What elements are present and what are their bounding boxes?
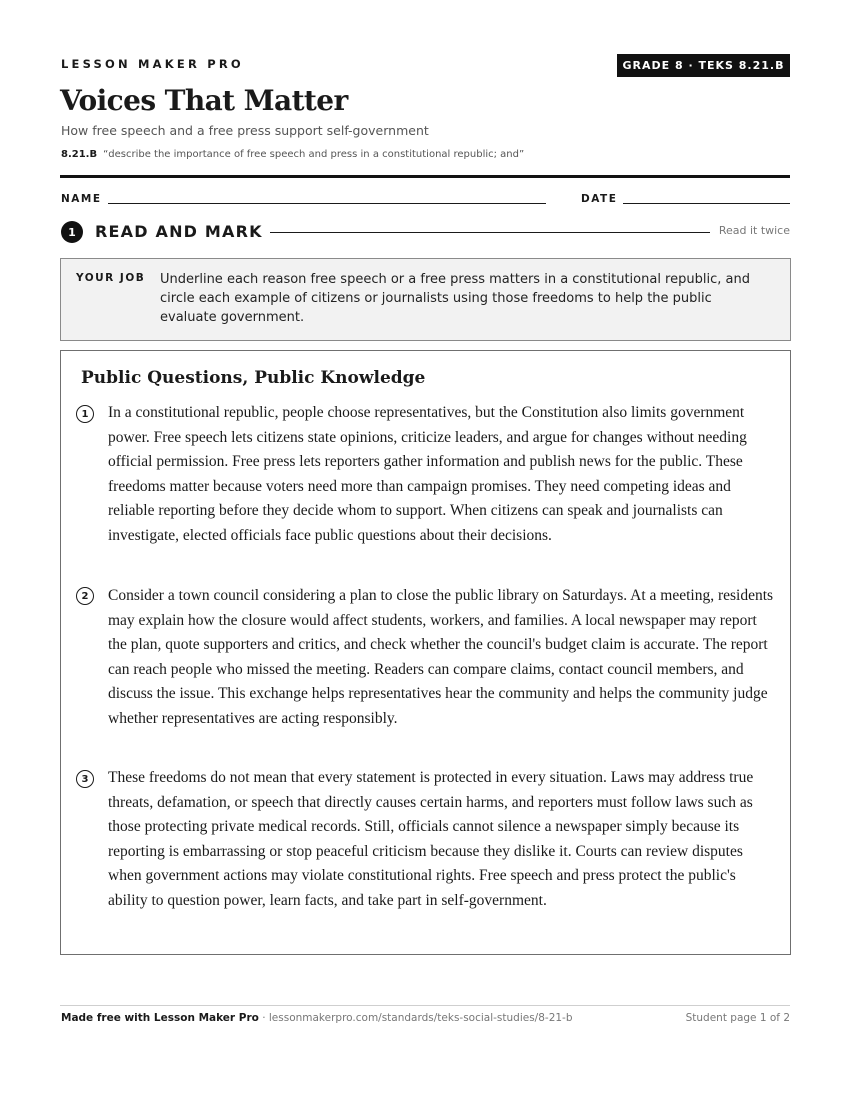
- passage-title: Public Questions, Public Knowledge: [81, 368, 426, 388]
- section-number-badge: 1: [61, 221, 83, 243]
- name-field[interactable]: [108, 203, 546, 204]
- paragraph-number-2: 2: [76, 587, 94, 605]
- paragraph-2: Consider a town council considering a plan to close the public library on Saturdays. At a meeting, residents may explain how the closure would affect students, workers, and families. A local newspaper may report the plan, quote supporters and critics, and check whether the council's budget claim is accurate. The report can reach people who missed the meeting. Readers can compare claims, contact council members, and discuss the issue. This exchange helps representatives hear the community and helps the community judge whether representatives are acting responsibly.: [108, 587, 774, 727]
- instructions-text: Underline each reason free speech or a free press matters in a constitutional republic, and circle each example of citizens or journalists using those freedoms to help the public evaluate government.: [160, 272, 750, 325]
- standard-statement: [61, 149, 524, 160]
- paragraph-number-1: 1: [76, 405, 94, 423]
- worksheet-title: Voices That Matter: [60, 84, 348, 117]
- paragraph-1: In a constitutional republic, people choose representatives, but the Constitution also limits government power. Free speech lets citizens state opinions, criticize leaders, and argue for changes without needing official permission. Free press lets reporters gather information and publish news for the public. These freedoms matter because voters need more than campaign promises. They need competing ideas and reliable reporting before they decide whom to support. When citizens can speak and journalists can investigate, elected officials face public questions about their decisions.: [108, 404, 747, 544]
- paragraph-number-3: 3: [76, 770, 94, 788]
- grade-badge: GRADE 8 · TEKS 8.21.B: [617, 54, 790, 77]
- paragraph-3: These freedoms do not mean that every statement is protected in every situation. Laws may address true threats, defamation, or speech that directly causes certain harms, and reporters must follow laws such as those protecting private medical records. Still, officials cannot silence a newspaper simply because its reporting is embarrassing or stop peaceful criticism because they dislike it. Courts can review disputes when government actions may violate constitutional rights. Free speech and press protect the public's ability to question power, learn facts, and take part in self-government.: [108, 769, 754, 909]
- reading-passage: [60, 350, 791, 955]
- standard-text: “describe the importance of free speech and press in a constitutional republic; and”: [103, 149, 525, 160]
- footer-made-by: Made free with Lesson Maker Pro: [61, 1012, 259, 1024]
- section-title: READ AND MARK: [95, 222, 263, 241]
- footer-divider: [60, 1005, 790, 1006]
- date-label: DATE: [581, 193, 618, 205]
- instructions-label: YOUR JOB: [76, 272, 146, 284]
- instructions-box: [60, 258, 791, 341]
- footer-page-number: Student page 1 of 2: [685, 1012, 790, 1024]
- brand-name: LESSON MAKER PRO: [61, 57, 244, 71]
- section-note: Read it twice: [718, 224, 790, 237]
- standard-code: 8.21.B: [61, 149, 98, 160]
- date-field[interactable]: [623, 203, 790, 204]
- header-divider: [60, 175, 790, 178]
- worksheet-subtitle: How free speech and a free press support self-government: [61, 123, 429, 138]
- footer-credit: [61, 1012, 573, 1024]
- footer-url: · lessonmakerpro.com/standards/teks-social-studies/8-21-b: [258, 1012, 573, 1024]
- name-label: NAME: [61, 193, 102, 205]
- section-rule: [270, 232, 710, 233]
